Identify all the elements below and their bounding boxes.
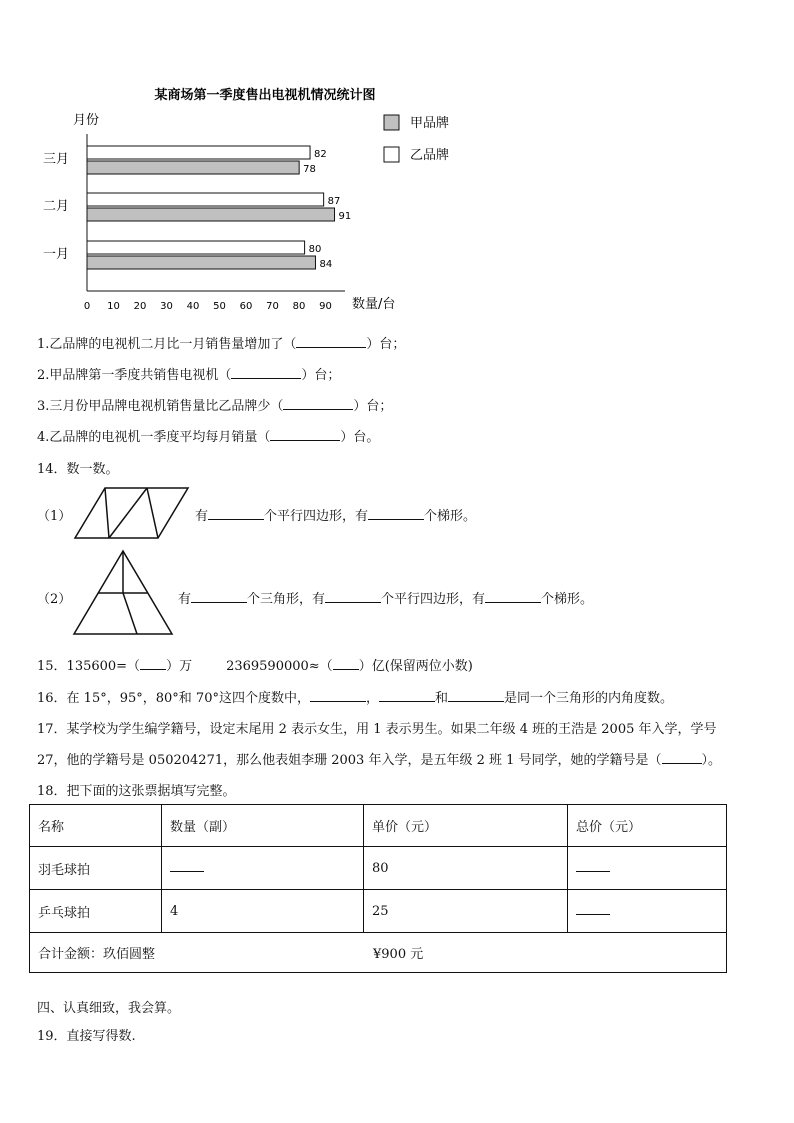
- legend-swatch-jia: [384, 115, 399, 130]
- legend-label-yi: 乙品牌: [410, 148, 450, 163]
- data-label: 84: [319, 259, 333, 270]
- category-label: 三月: [43, 152, 70, 167]
- answer-blank[interactable]: [231, 378, 301, 379]
- answer-blank[interactable]: [296, 347, 366, 348]
- bar-乙品牌-一月: [87, 241, 305, 254]
- question-13-2: 2.甲品牌第一季度共销售电视机（ ）台；: [37, 368, 341, 383]
- bar-chart: [0, 0, 794, 330]
- x-tick-label: 70: [266, 301, 279, 312]
- row-badminton-price: 80: [364, 847, 568, 890]
- x-tick-label: 0: [83, 301, 91, 312]
- category-label: 二月: [43, 199, 70, 214]
- row-badminton-qty[interactable]: [162, 847, 364, 890]
- question-14-title: 14．数一数。: [37, 462, 119, 477]
- receipt-table: [29, 804, 727, 973]
- section-4-title: 四、认真细致，我会算。: [37, 1001, 181, 1016]
- question-14-1-label: （1）: [37, 509, 72, 524]
- question-13-4: 4.乙品牌的电视机一季度平均每月销量（ ）台。: [37, 430, 380, 445]
- question-14-2-label: （2）: [37, 592, 72, 607]
- bar-甲品牌-二月: [87, 208, 335, 221]
- bar-甲品牌-一月: [87, 256, 315, 269]
- x-tick-label: 30: [160, 301, 173, 312]
- total-value: ¥900 元: [373, 947, 424, 962]
- bar-乙品牌-二月: [87, 193, 324, 206]
- triangle-figure: [70, 548, 180, 638]
- x-tick-label: 60: [239, 301, 253, 312]
- answer-blank[interactable]: [448, 701, 504, 702]
- total-label: 合计金额：玖佰圆整: [38, 947, 156, 962]
- answer-blank[interactable]: [333, 669, 359, 670]
- answer-blank[interactable]: [368, 519, 424, 520]
- chart-title: 某商场第一季度售出电视机情况统计图: [154, 88, 376, 103]
- answer-blank[interactable]: [662, 763, 702, 764]
- answer-blank[interactable]: [325, 602, 381, 603]
- question-16: 16．在 15°，95°，80°和 70°这四个度数中， ， 和 是同一个三角形的内角度数。: [37, 691, 674, 706]
- answer-blank[interactable]: [485, 602, 541, 603]
- x-tick-label: 90: [319, 301, 332, 312]
- answer-blank[interactable]: [310, 701, 366, 702]
- question-13-3: 3.三月份甲品牌电视机销售量比乙品牌少（ ）台；: [37, 399, 393, 414]
- total-row: [30, 933, 727, 973]
- header-name: 名称: [30, 805, 162, 847]
- question-13-1: 1.乙品牌的电视机二月比一月销售量增加了（ ）台；: [37, 337, 406, 352]
- header-total-price: 总价（元）: [568, 805, 727, 847]
- question-15: 15．135600=（ ）万 2369590000≈（ ）亿(保留两位小数): [37, 659, 473, 674]
- x-tick-label: 20: [133, 301, 147, 312]
- data-label: 78: [303, 164, 316, 175]
- question-14-1-text: 有 个平行四边形，有 个梯形。: [195, 509, 477, 524]
- legend-label-jia: 甲品牌: [410, 116, 450, 131]
- parallelogram-figure: [72, 484, 192, 544]
- row-pingpong-total[interactable]: [568, 890, 727, 933]
- category-label: 一月: [43, 247, 70, 262]
- x-axis-label: 数量/台: [352, 297, 396, 312]
- data-label: 82: [314, 149, 327, 160]
- x-tick-label: 40: [186, 301, 200, 312]
- legend-swatch-yi: [384, 147, 399, 162]
- data-label: 91: [338, 211, 352, 222]
- row-badminton-name: 羽毛球拍: [30, 847, 162, 890]
- x-tick-label: 80: [292, 301, 306, 312]
- question-18: 18．把下面的这张票据填写完整。: [37, 784, 236, 799]
- bar-甲品牌-三月: [87, 161, 299, 174]
- question-17-line1: 17．某学校为学生编学籍号，设定末尾用 2 表示女生，用 1 表示男生。如果二年级 4 班的王浩是 2005 年入学，学号: [37, 722, 717, 737]
- data-label: 87: [327, 196, 341, 207]
- row-badminton-total[interactable]: [568, 847, 727, 890]
- question-14-2-text: 有 个三角形，有 个平行四边形，有 个梯形。: [178, 592, 594, 607]
- header-quantity: 数量（副）: [162, 805, 364, 847]
- bar-乙品牌-三月: [87, 146, 310, 159]
- answer-blank[interactable]: [283, 409, 353, 410]
- answer-blank[interactable]: [191, 602, 247, 603]
- row-pingpong-price: 25: [364, 890, 568, 933]
- question-17-line2: 27，他的学籍号是 050204271，那么他表姐李珊 2003 年入学，是五年级 2 班 1 号同学，她的学籍号是（ ）。: [37, 753, 722, 768]
- x-tick-label: 50: [213, 301, 226, 312]
- answer-blank[interactable]: [140, 669, 166, 670]
- data-label: 80: [308, 244, 322, 255]
- row-pingpong-name: 乒乓球拍: [30, 890, 162, 933]
- question-19: 19．直接写得数.: [37, 1029, 136, 1044]
- answer-blank[interactable]: [270, 440, 340, 441]
- y-axis-label: 月份: [73, 113, 100, 128]
- x-tick-label: 10: [107, 301, 120, 312]
- header-unit-price: 单价（元）: [364, 805, 568, 847]
- answer-blank[interactable]: [379, 701, 435, 702]
- row-pingpong-qty: 4: [162, 890, 364, 933]
- answer-blank[interactable]: [208, 519, 264, 520]
